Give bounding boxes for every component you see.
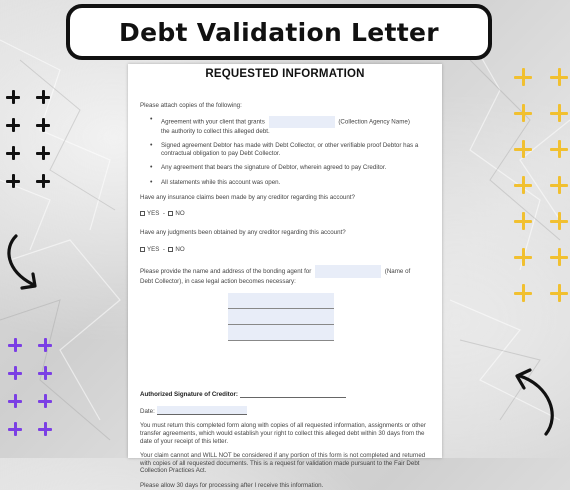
plus-icon — [514, 68, 532, 86]
plus-icon — [550, 284, 568, 302]
plus-icon — [514, 176, 532, 194]
signature-field[interactable] — [240, 391, 346, 398]
insurance-answer — [140, 210, 430, 217]
bonding-agent-request — [140, 265, 430, 286]
plus-icon — [38, 422, 52, 436]
title-banner — [66, 4, 492, 60]
no-checkbox[interactable] — [168, 247, 173, 252]
plus-icon — [38, 394, 52, 408]
judgment-answer — [140, 246, 430, 253]
plus-icon — [514, 248, 532, 266]
bonding-agent-address-fields — [228, 293, 334, 341]
plus-icon — [550, 104, 568, 122]
plus-icon — [8, 338, 22, 352]
yes-checkbox[interactable] — [140, 247, 145, 252]
bullet-text: the authority to collect this alleged debt. — [161, 127, 270, 135]
yes-label: YES — [147, 245, 160, 253]
plus-icon — [6, 146, 20, 160]
bullet-text: Agreement with your client that grants — [161, 118, 265, 126]
collection-agency-field[interactable] — [269, 116, 335, 128]
separator: - — [162, 210, 165, 218]
curved-arrow-up-icon — [510, 366, 560, 438]
plus-icon — [36, 174, 50, 188]
address-line-field[interactable] — [228, 309, 334, 325]
bond-text: (Name of — [384, 267, 411, 275]
validation-notice: Your claim cannot and WILL NOT be considered if any portion of this form is not completed and returned with copies of all requested documents. This is a request for validation made pursuant to the Fair Debt Collection Practices Act. — [140, 452, 426, 475]
date-row — [140, 406, 430, 415]
banner-title: Debt Validation Letter — [119, 17, 439, 47]
letter-page — [128, 64, 442, 489]
no-label: NO — [175, 245, 185, 253]
plus-icon — [514, 284, 532, 302]
bond-text: Please provide the name and address of the bonding agent for — [140, 267, 312, 275]
yes-label: YES — [147, 210, 160, 218]
list-item: • Signed agreement Debtor has made with Debt Collector, or other verifiable proof Debtor has a contractual obligation to pay Debt Collector. — [150, 142, 430, 157]
no-label: NO — [175, 210, 185, 218]
curved-arrow-down-icon — [2, 232, 46, 296]
bullet-text: (Collection Agency Name) — [338, 118, 410, 126]
plus-icon — [38, 366, 52, 380]
list-item — [150, 116, 430, 136]
plus-icon — [6, 90, 20, 104]
separator: - — [162, 245, 165, 253]
plus-icon — [550, 212, 568, 230]
list-item: • Any agreement that bears the signature of Debtor, wherein agreed to pay Creditor. — [150, 164, 430, 172]
plus-icon — [8, 394, 22, 408]
document-heading: REQUESTED INFORMATION — [205, 68, 365, 80]
bond-text: Debt Collector), in case legal action becomes necessary: — [140, 277, 296, 285]
date-field[interactable] — [157, 406, 247, 415]
plus-icon — [8, 422, 22, 436]
list-item: • All statements while this account was open. — [150, 179, 430, 187]
plus-icon — [550, 68, 568, 86]
plus-decoration-purple — [8, 338, 52, 436]
yes-checkbox[interactable] — [140, 211, 145, 216]
plus-icon — [36, 118, 50, 132]
insurance-question: Have any insurance claims been made by any creditor regarding this account? — [140, 193, 355, 201]
plus-icon — [38, 338, 52, 352]
plus-icon — [36, 90, 50, 104]
plus-decoration-left — [6, 90, 50, 188]
plus-icon — [514, 140, 532, 158]
plus-icon — [6, 174, 20, 188]
plus-icon — [550, 248, 568, 266]
intro-text: Please attach copies of the following: — [140, 102, 242, 109]
plus-icon — [8, 366, 22, 380]
address-line-field[interactable] — [228, 325, 334, 341]
return-instructions: You must return this completed form along with copies of all requested information, assignments or other transfer agreements, which would establish your right to collect this alleged debt within 30 days from the date of your receipt of this letter. — [140, 422, 426, 445]
address-line-field[interactable] — [228, 293, 334, 309]
signature-label: Authorized Signature of Creditor: — [140, 391, 238, 399]
judgment-question: Have any judgments been obtained by any creditor regarding this account? — [140, 229, 346, 237]
debt-collector-field[interactable] — [315, 265, 381, 278]
plus-decoration-yellow — [514, 68, 568, 302]
plus-icon — [6, 118, 20, 132]
plus-icon — [514, 104, 532, 122]
plus-icon — [550, 176, 568, 194]
attachment-list — [150, 116, 430, 187]
date-label: Date: — [140, 408, 155, 416]
no-checkbox[interactable] — [168, 211, 173, 216]
plus-icon — [550, 140, 568, 158]
signature-row — [140, 391, 430, 398]
processing-note: Please allow 30 days for processing after I receive this information. — [140, 481, 324, 489]
plus-icon — [514, 212, 532, 230]
plus-icon — [36, 146, 50, 160]
